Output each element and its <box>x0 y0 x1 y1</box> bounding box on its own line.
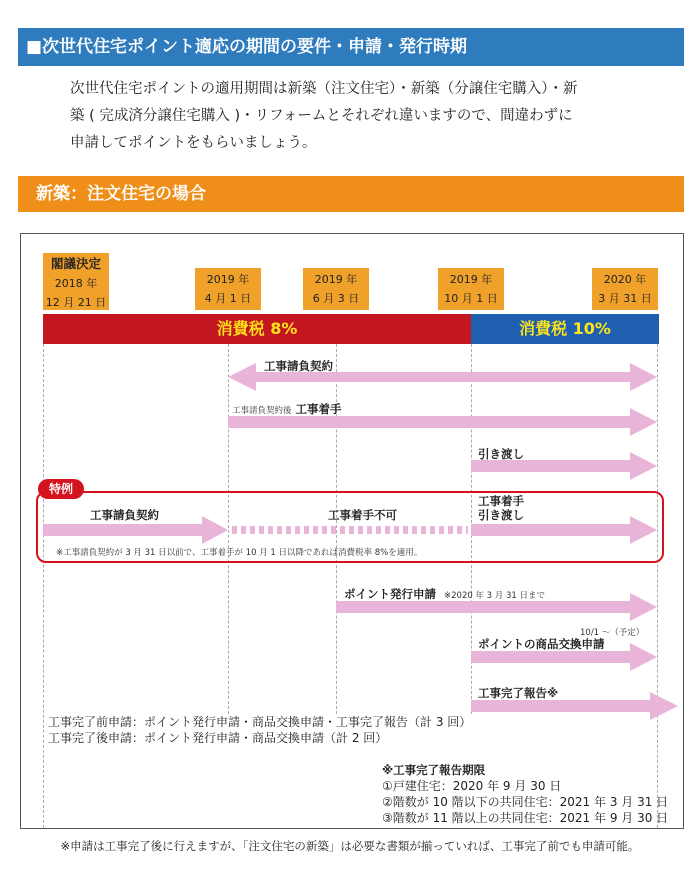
note-after: 工事完了後申請：ポイント発行申請・商品交換申請（計 2 回） <box>48 731 388 745</box>
special-handover-label: 引き渡し <box>478 508 524 522</box>
point-apply-text: ポイント発行申請 <box>344 587 436 601</box>
start-prefix: 工事請負契約後 <box>232 406 292 416</box>
date-day: 6 月 3 日 <box>312 292 360 305</box>
completion-deadline <box>382 762 668 826</box>
special-start-labels <box>478 494 524 522</box>
point-apply-note: ※2020 年 3 月 31 日まで <box>444 591 546 601</box>
tax-8-bar: 消費税 8% <box>43 314 471 344</box>
exchange-label: ポイントの商品交換申請 <box>478 637 605 651</box>
deadline-item: ③階数が 11 階以上の共同住宅：2021 年 9 月 30 日 <box>382 811 669 825</box>
date-day: 4 月 1 日 <box>204 292 252 305</box>
note-before: 工事完了前申請：ポイント発行申請・商品交換申請・工事完了報告（計 3 回） <box>48 715 472 729</box>
special-note: ※工事請負契約が 3 月 31 日以前で、工事着手が 10 月 1 日以降であれば消費税率 8%を適用。 <box>56 548 423 558</box>
tax-10-bar: 消費税 10% <box>471 314 659 344</box>
date-day: 3 月 31 日 <box>598 292 652 305</box>
special-tag: 特例 <box>38 479 84 499</box>
start-text: 工事着手 <box>295 402 342 416</box>
date-day: 10 月 1 日 <box>444 292 498 305</box>
special-start-label: 工事着手 <box>478 494 524 508</box>
date-year: 2019 年 <box>314 273 358 286</box>
intro-line: 申請してポイントをもらいましょう。 <box>70 135 317 151</box>
handover-label: 引き渡し <box>478 447 524 461</box>
application-notes <box>48 714 471 746</box>
point-apply-label <box>344 586 545 602</box>
page-title: ■次世代住宅ポイント適応の期間の要件・申請・発行時期 <box>18 28 684 66</box>
deadline-item: ①戸建住宅：2020 年 9 月 30 日 <box>382 779 562 793</box>
date-year: 2019 年 <box>206 273 250 286</box>
date-cabinet-label: 閣議決定 <box>50 256 101 271</box>
start-label <box>232 401 342 417</box>
deadline-title: ※工事完了報告期限 <box>382 763 486 777</box>
exchange-note: 10/1 〜（予定） <box>580 628 645 638</box>
deadline-item: ②階数が 10 階以下の共同住宅：2021 年 3 月 31 日 <box>382 795 669 809</box>
contract-label: 工事請負契約 <box>264 359 333 373</box>
intro-line: 築 ( 完成済分譲住宅購入 )・リフォームとそれぞれ違いますので、間違わずに <box>70 108 573 124</box>
date-year: 2018 年 <box>54 277 98 290</box>
date-year: 2019 年 <box>449 273 493 286</box>
special-contract-label: 工事請負契約 <box>90 508 159 522</box>
section-title: 新築：注文住宅の場合 <box>18 176 684 212</box>
intro-line: 次世代住宅ポイントの適用期間は新築（注文住宅）・新築（分譲住宅購入）・新 <box>70 81 578 97</box>
completion-label: 工事完了報告※ <box>478 686 559 700</box>
footer-note: ※申請は工事完了後に行えますが、「注文住宅の新築」は必要な書類が揃っていれば、工事完了前でも申請可能。 <box>60 839 640 853</box>
date-day: 12 月 21 日 <box>45 296 107 309</box>
date-year: 2020 年 <box>603 273 647 286</box>
special-no-start-label: 工事着手不可 <box>328 508 397 522</box>
